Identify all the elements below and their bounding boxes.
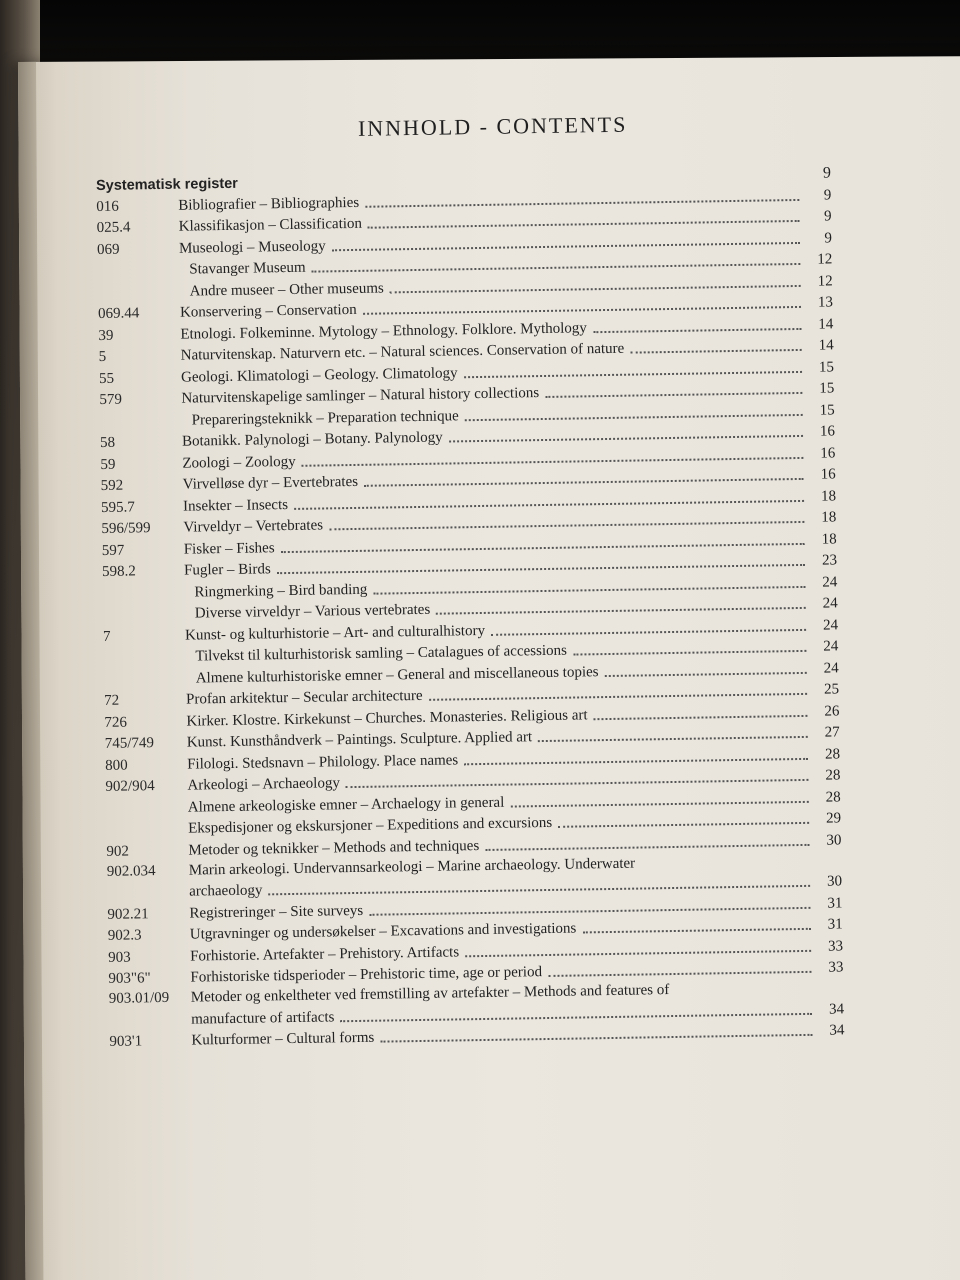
entry-page-number: 13 — [817, 294, 834, 311]
entry-page-number: 23 — [821, 552, 838, 569]
entry-code: 903'1 — [109, 1033, 143, 1050]
dot-leader — [449, 435, 803, 443]
entry-code: 596/599 — [101, 520, 151, 537]
entry-page-number: 28 — [825, 788, 841, 806]
entry-code: 745/749 — [104, 735, 155, 752]
entry-page-number: 34 — [828, 1000, 845, 1018]
entry-code: 903"6" — [108, 970, 151, 987]
dot-leader — [429, 693, 807, 701]
entry-page-number: 29 — [825, 810, 842, 827]
entry-text: Museologi – Museology — [178, 237, 326, 257]
entry-text: Arkeologi – Archaeology — [187, 775, 341, 794]
dot-leader — [593, 327, 801, 332]
entry-text: Kulturformer – Cultural forms — [191, 1029, 375, 1049]
entry-code: 903.01/09 — [108, 989, 170, 1007]
dot-leader — [436, 607, 806, 615]
dot-leader — [545, 392, 802, 398]
entry-code: 59 — [100, 456, 116, 473]
entry-page-number: 16 — [819, 423, 836, 440]
entry-page-number: 15 — [819, 401, 835, 419]
entry-page-number: 25 — [823, 681, 840, 698]
entry-text: Ringmerking – Bird banding — [194, 581, 368, 600]
entry-code: 025.4 — [96, 219, 131, 236]
entry-code: 903 — [108, 949, 131, 966]
entry-code: 7 — [102, 628, 111, 645]
entry-page-number: 31 — [827, 916, 843, 933]
entry-page-number: 15 — [818, 358, 835, 376]
entry-page-number: 24 — [822, 616, 839, 634]
entry-text: Naturvitenskapelige samlinger – Natural history collections — [181, 385, 540, 407]
entry-code: 5 — [98, 348, 107, 365]
dot-leader — [465, 413, 803, 420]
entry-text: Metoder og teknikker – Methods and techniques — [188, 837, 480, 859]
entry-page-number: 18 — [820, 487, 837, 505]
entry-page-number: 24 — [822, 573, 838, 591]
entry-text: Virveldyr – Vertebrates — [183, 517, 324, 536]
entry-text: Zoologi – Zoology — [182, 453, 296, 472]
dot-leader — [630, 349, 801, 354]
dot-leader — [510, 800, 808, 807]
entry-text: Konservering – Conservation — [179, 301, 357, 321]
dot-leader — [464, 757, 808, 764]
entry-text: Fisker – Fishes — [183, 539, 275, 558]
entry-page-number: 28 — [824, 745, 841, 763]
dot-leader — [558, 822, 809, 828]
entry-text: Stavanger Museum — [189, 259, 306, 278]
entry-page-number: 18 — [821, 530, 837, 548]
entry-page-number: 14 — [818, 315, 834, 333]
dot-leader — [380, 1034, 812, 1043]
entry-text: Ekspedisjoner og ekskursjoner – Expeditions and excursions — [188, 814, 553, 837]
dot-leader — [582, 928, 810, 934]
entry-page-number: 30 — [826, 831, 842, 849]
entry-text: Metoder og enkeltheter ved fremstilling av artefakter – Methods and features of — [190, 982, 670, 1006]
entry-code: 726 — [104, 714, 128, 731]
page-title: INNHOLD - CONTENTS — [357, 111, 628, 141]
entry-continuation-text: archaeology — [189, 882, 263, 900]
dot-leader — [548, 971, 811, 977]
entry-page-number: 30 — [826, 873, 843, 890]
entry-code: 069.44 — [97, 305, 140, 322]
entry-text: Bibliografier – Bibliographies — [178, 194, 360, 214]
entry-page-number: 18 — [821, 509, 837, 526]
entry-text: Registreringer – Site surveys — [189, 902, 364, 922]
dot-leader — [573, 650, 807, 656]
entry-text: Geologi. Klimatologi – Geology. Climatology — [180, 364, 458, 386]
entry-text: Kunst- og kulturhistorie – Art- and culturalhistory — [184, 622, 486, 644]
entry-page-number: 26 — [824, 702, 840, 720]
entry-text: Insekter – Insects — [182, 496, 289, 515]
entry-code: 902 — [106, 843, 130, 860]
entry-text: Filologi. Stedsnavn – Philology. Place names — [187, 751, 459, 773]
dot-leader — [605, 671, 807, 676]
entry-text: Almene kulturhistoriske emner – General and miscellaneous topies — [195, 663, 599, 686]
entry-text: Fugler – Birds — [183, 561, 271, 579]
entry-code: 595.7 — [100, 498, 135, 516]
entry-text: Andre museer – Other museums — [189, 279, 384, 300]
entry-page-number: 12 — [817, 272, 833, 290]
entry-text: Diverse virveldyr – Various vertebrates — [194, 601, 431, 622]
entry-page-number: 24 — [822, 595, 838, 612]
entry-page-number: 27 — [824, 724, 840, 741]
entry-code: 579 — [99, 391, 123, 408]
dot-leader — [464, 370, 802, 377]
dot-leader — [594, 714, 808, 719]
entry-code: 592 — [100, 477, 124, 494]
entry-page-number: 9 — [823, 208, 832, 225]
entry-page-number: 16 — [820, 466, 836, 483]
section-label: Systematisk register — [95, 175, 239, 194]
entry-code: 902.034 — [106, 862, 156, 880]
section-page-number: 9 — [822, 164, 832, 182]
entry-page-number: 9 — [824, 229, 833, 247]
toc-list — [96, 183, 844, 1051]
entry-text: Prepareringsteknikk – Preparation technique — [191, 407, 459, 429]
entry-text: Etnologi. Folkeminne. Mytology – Ethnology. Folklore. Mythology — [180, 319, 587, 343]
dot-leader — [538, 736, 808, 742]
entry-code: 902.3 — [107, 927, 142, 944]
entry-code: 902/904 — [105, 778, 155, 795]
entry-code: 58 — [99, 434, 116, 451]
entry-code: 800 — [105, 757, 128, 774]
entry-text: Marin arkeologi. Undervannsarkeologi – Marine archaeology. Underwater — [188, 855, 636, 879]
toc-content — [95, 108, 845, 1051]
entry-code: 902.21 — [107, 905, 149, 923]
entry-text: Botanikk. Palynologi – Botany. Palynology — [181, 429, 443, 450]
entry-page-number: 14 — [818, 337, 834, 354]
entry-text: Tilvekst til kulturhistorisk samling – Catalagues of accessions — [195, 642, 568, 665]
entry-page-number: 28 — [825, 767, 841, 784]
entry-page-number: 33 — [828, 959, 844, 976]
dot-leader — [491, 628, 806, 635]
entry-continuation-text: manufacture of artifacts — [191, 1008, 335, 1028]
entry-page-number: 16 — [820, 444, 836, 462]
entry-code: 069 — [96, 241, 120, 258]
entry-text: Utgravninger og undersøkelser – Excavations and investigations — [189, 920, 577, 943]
entry-text: Kirker. Klostre. Kirkekunst – Churches. Monasteries. Religious art — [186, 706, 588, 730]
entry-page-number: 9 — [823, 186, 832, 204]
entry-text: Almene arkeologiske emner – Archaelogy in general — [187, 794, 505, 816]
entry-text: Forhistoriske tidsperioder – Prehistoric time, age or period — [190, 964, 543, 986]
dot-leader — [465, 949, 811, 956]
entry-code: 72 — [104, 692, 120, 709]
dot-leader — [485, 843, 809, 850]
entry-text: Virvelløse dyr – Evertebrates — [182, 473, 359, 493]
entry-code: 55 — [98, 370, 115, 387]
entry-code: 597 — [101, 542, 125, 559]
entry-page-number: 12 — [817, 251, 833, 268]
entry-page-number: 15 — [819, 380, 835, 397]
entry-code: 39 — [98, 327, 114, 344]
entry-text: Profan arkitektur – Secular architecture — [185, 687, 423, 708]
entry-text: Forhistorie. Artefakter – Prehistory. Artifacts — [190, 943, 460, 965]
entry-page-number: 33 — [827, 937, 844, 955]
entry-page-number: 24 — [823, 638, 839, 655]
entry-page-number: 34 — [829, 1022, 845, 1039]
entry-code: 016 — [96, 198, 119, 215]
entry-page-number: 31 — [827, 894, 843, 912]
entry-code: 598.2 — [101, 563, 136, 580]
entry-page-number: 24 — [823, 659, 839, 677]
entry-text: Kunst. Kunsthåndverk – Paintings. Sculpture. Applied art — [186, 729, 533, 751]
entry-text: Klassifikasjon – Classification — [178, 215, 363, 235]
entry-text: Naturvitenskap. Naturvern etc. – Natural sciences. Conservation of nature — [180, 340, 625, 364]
